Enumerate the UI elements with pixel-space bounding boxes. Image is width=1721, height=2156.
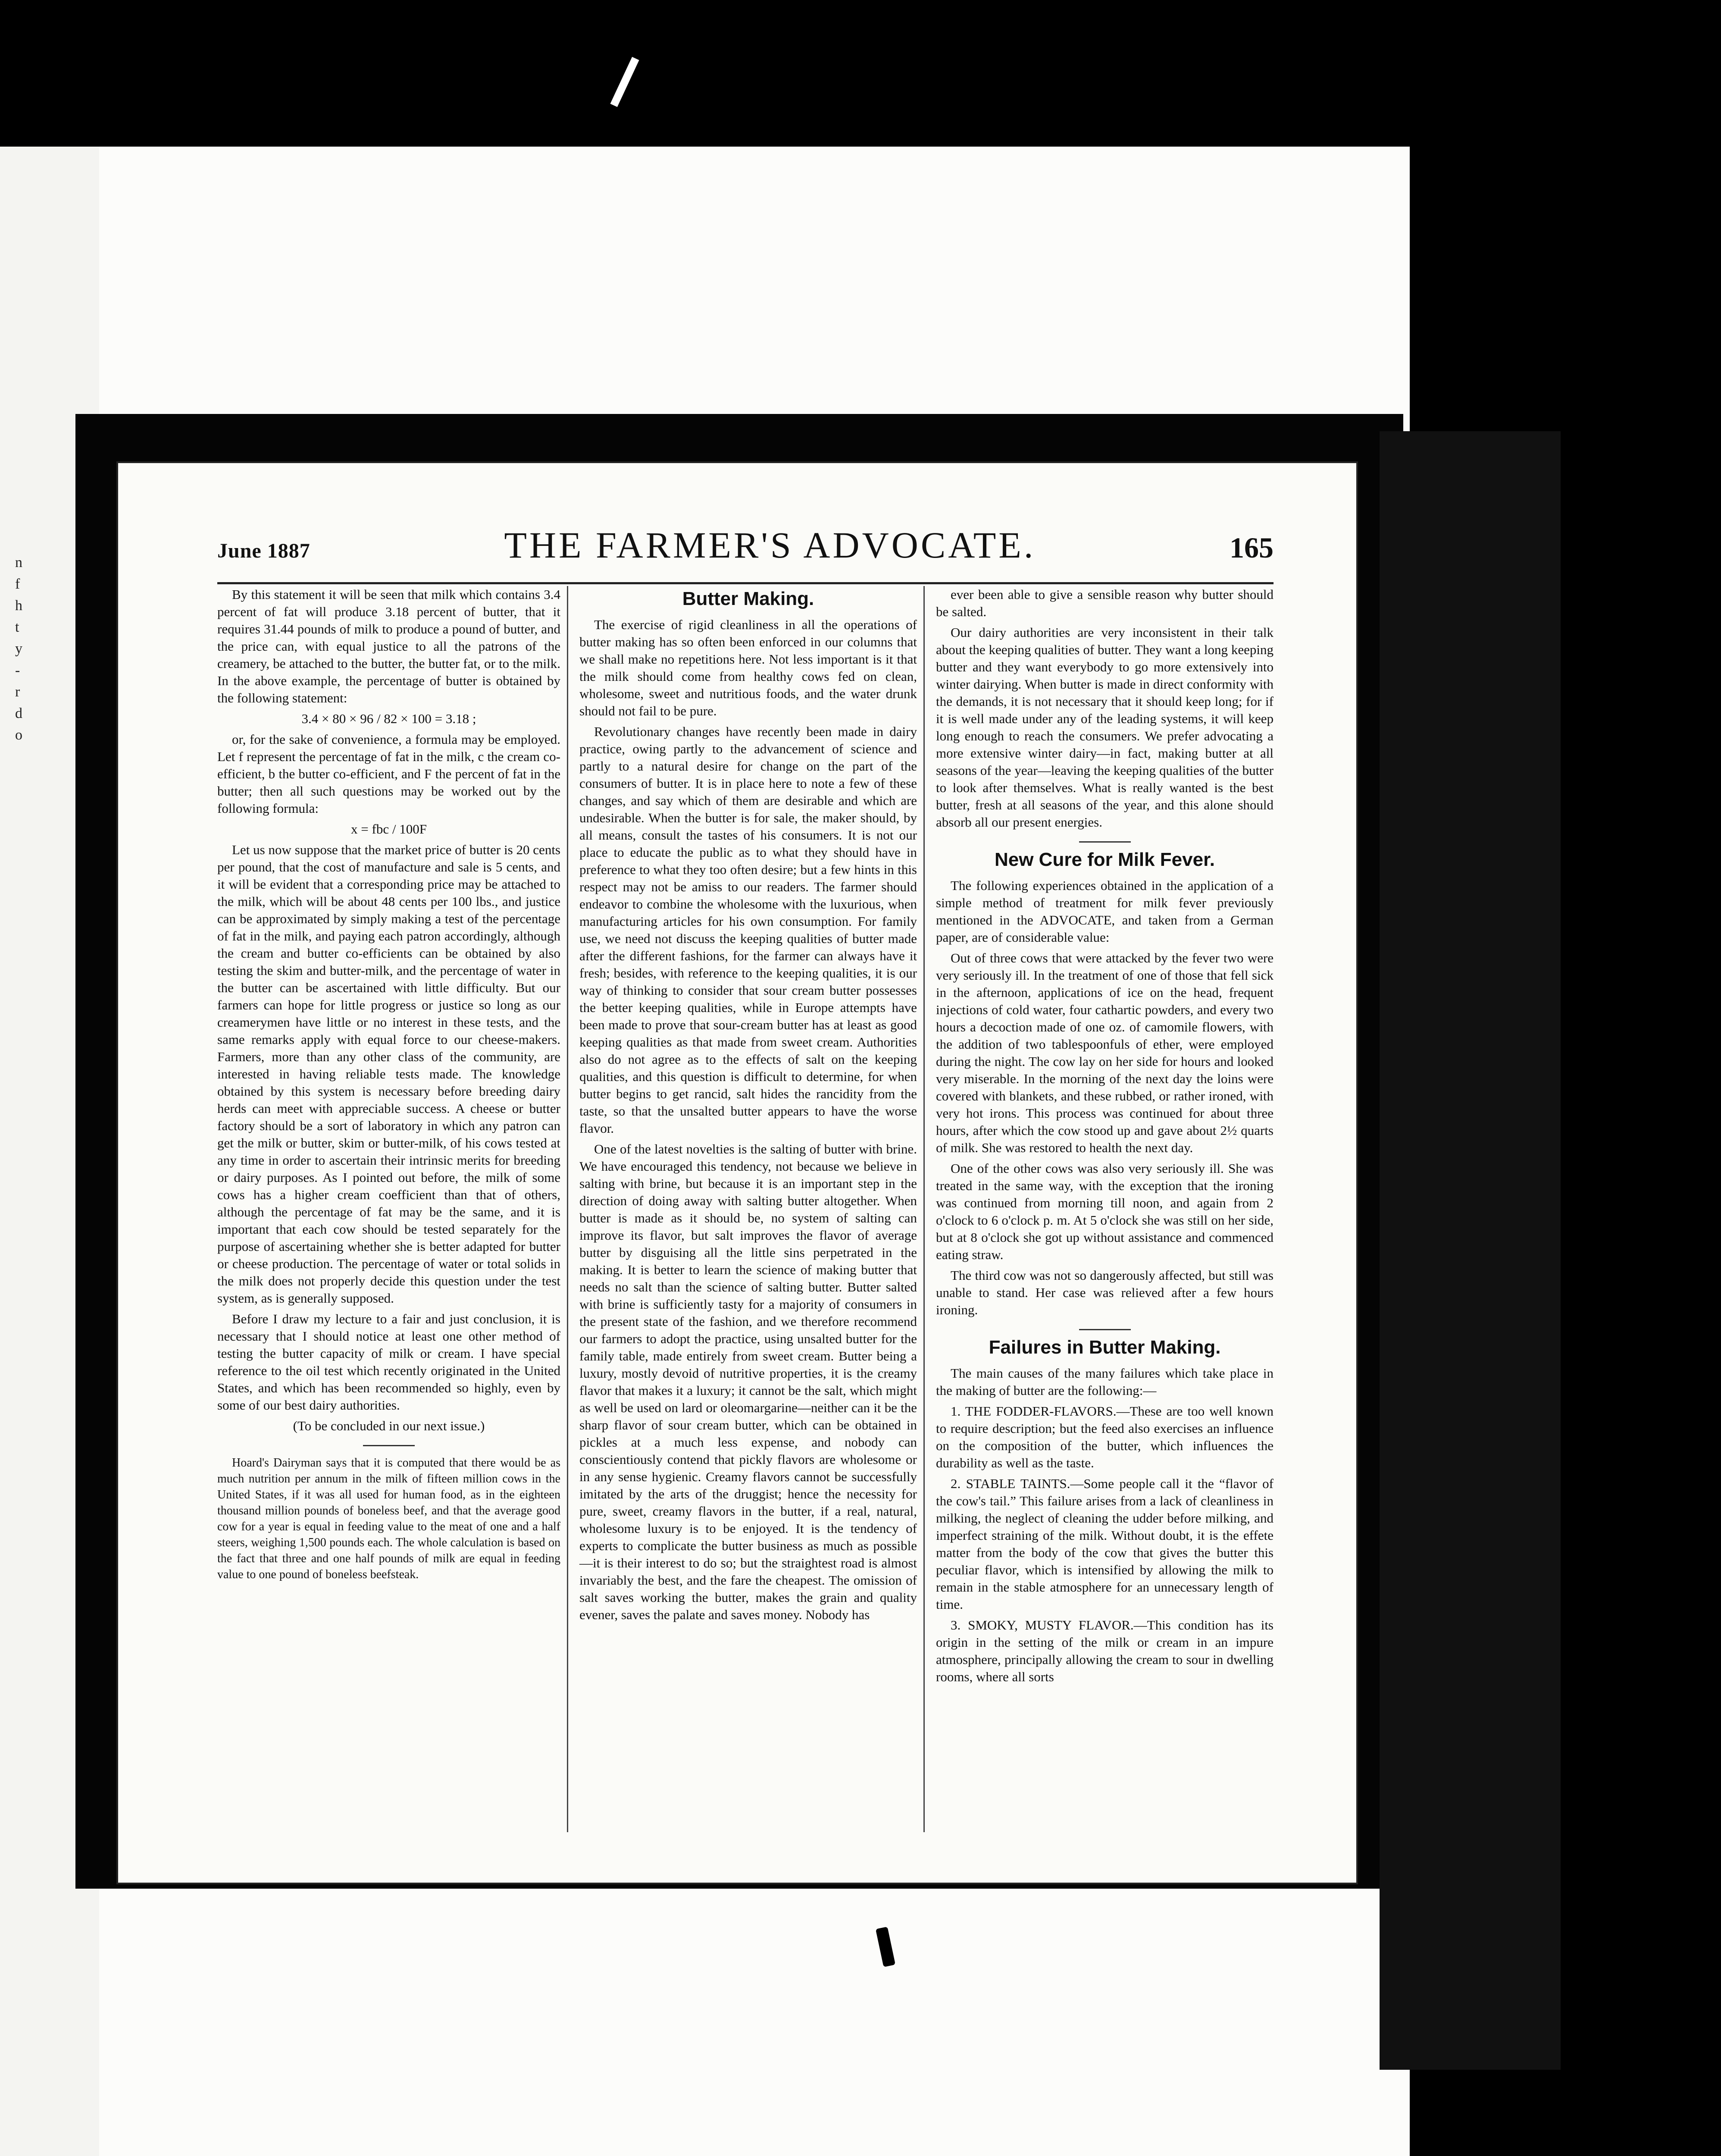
paragraph: By this statement it will be seen that milk which contains 3.4 percent of fat will produce 3.18 percent of butter, that it requires 31.44 pounds of milk to produce a pound of butter, and the price can, with equal justice to all the patrons of the creamery, be attached to the butter, the butter fat, or to the milk. In the above example, the percentage of butter is obtained by the following statement: bbox=[217, 587, 560, 705]
left-margin-fragments: n f h t y - r d o bbox=[15, 555, 22, 743]
paragraph: Out of three cows that were attacked by the fever two were very seriously ill. In the treatment of one of those that fell sick in the afternoon, applications of ice on the head, frequent injections of cold water, four cathartic powders, and every two hours a decoction made of one oz. of camomile flowers, with the addition of two tablespoonfuls of ether, were employed during the night. The cow lay on her side for hours and looked very miserable. In the morning of the next day the loins were covered with blankets, and these rubbed, or rather ironed, with very hot irons. This process was continued for about three hours, after which the cow stood up and gave about 2½ quarts of milk. She was restored to health the next day. bbox=[936, 950, 1274, 1155]
paragraph: or, for the sake of convenience, a formula may be employed. Let f represent the percentage of fat in the milk, c the cream co-efficient, b the butter co-efficient, and F the percent of fat in the butter; then all such questions may be worked out by the following formula: bbox=[217, 732, 560, 816]
article-title: Butter Making. bbox=[682, 588, 814, 609]
column-1 bbox=[217, 586, 560, 1832]
paragraph: One of the other cows was also very seriously ill. She was treated in the same way, with the exception that the ironing was continued from morning till noon, and again from 2 o'clock to 6 o'clock p. m. At 5 o'clock she was still on her side, but at 8 o'clock she got up without assistance and commenced eating straw. bbox=[936, 1161, 1274, 1262]
paragraph: Let us now suppose that the market price of butter is 20 cents per pound, that the cost of manufacture and sale is 5 cents, and it will be evident that a corresponding price may be attached to the milk, which will be about 48 cents per 100 lbs., and justice can be approximated by simply making a test of the percentage of fat in the milk, and paying each patron accordingly, although the cream and butter co-efficients can be obtained by also testing the skim and butter-milk, and the percentage of water in the butter can be ascertained with little difficulty. But our farmers can hope for little progress or justice so long as our creamerymen have little or no interest in these tests, and the same remarks apply with equal force to our cheese-makers. Farmers, more than any other class of the community, are interested in having reliable tests made. The knowledge obtained by this system is necessary before breeding dairy herds can meet with appreciable success. A cheese or butter factory should be a sort of laboratory in which any patron can get the milk or butter, skim or butter-milk, of his cows tested at any time in order to ascertain their intrinsic merits for breeding or dairy purposes. As I pointed out before, the milk of some cows has a higher cream coefficient than that of others, although the percentage of fat may be the same, and it is important that each cow should be tested separately for the purpose of ascertaining whether she is better adapted for butter or cheese production. The percentage of water or total solids in the milk does not properly decide this question under the test system, as is generally supposed. bbox=[217, 842, 560, 1306]
divider bbox=[1079, 841, 1131, 843]
paragraph: The exercise of rigid cleanliness in all the operations of butter making has so often been enforced in our columns that we shall make no repetitions here. Not less important is it that the milk should come from healthy cows fed on clean, wholesome, sweet and nutritious foods, and the water drunk should not fail to be pure. bbox=[579, 617, 917, 718]
paragraph: Revolutionary changes have recently been made in dairy practice, owing partly to the advancement of science and partly to a natural desire for change on the part of the consumers of butter. It is in place here to note a few of these changes, and say which of them are desirable and which are undesirable. When the butter is for sale, the maker should, by all means, consult the tastes of his consumers. It is not our place to educate the public as to what they should have in preference to what they too often desire; but a few hints in this respect may not be amiss to our readers. The farmer should endeavor to combine the wholesome with the luxurious, when manufacturing articles for his own consumption. For family use, we need not discuss the keeping qualities of butter made after the different fashions, for the farmer can always have it fresh; besides, with reference to the keeping qualities, it is our way of thinking to consider that sour cream butter possesses the better keeping qualities, while in Europe attempts have been made to prove that sour-cream butter has at least as good keeping qualities as that made from sweet cream. Authorities also do not agree as to the effects of salt on the keeping qualities, and this question is difficult to determine, for when butter begins to get rancid, salt hides the rancidity from the taste, so that the unsalted butter appears to have the worse flavor. bbox=[579, 724, 917, 1136]
paragraph: ever been able to give a sensible reason why butter should be salted. bbox=[936, 587, 1274, 619]
scan-mark bbox=[610, 57, 639, 107]
page-number: 165 bbox=[1230, 531, 1274, 564]
paragraph: Hoard's Dairyman says that it is computed that there would be as much nutrition per annum in the milk of fifteen million cows in the United States, if it was all used for human food, as in the eighteen thousand million pounds of boneless beef, and that the average good cow for a year is equal in feeding value to the meat of one and a half steers, weighing 1,500 pounds each. The whole calculation is based on the fact that three and one half pounds of milk are equal in feeding value to one pound of boneless beefsteak. bbox=[217, 1456, 560, 1581]
right-page-stack bbox=[1380, 431, 1561, 2070]
paragraph: 3. SMOKY, MUSTY FLAVOR.—This condition has its origin in the setting of the milk or cream in an impure atmosphere, principally allowing the cream to sour in dwelling rooms, where all sorts bbox=[936, 1617, 1274, 1684]
paragraph: The following experiences obtained in the application of a simple method of treatment for milk fever previously mentioned in the ADVOCATE, and taken from a German paper, are of considerable value: bbox=[936, 878, 1274, 945]
formula-1: 3.4 × 80 × 96 / 82 × 100 = 3.18 ; bbox=[301, 711, 476, 726]
column-2 bbox=[567, 586, 917, 1832]
article-title: Failures in Butter Making. bbox=[989, 1337, 1221, 1358]
divider bbox=[363, 1445, 415, 1446]
page-header bbox=[217, 523, 1274, 584]
paragraph: The main causes of the many failures which take place in the making of butter are the following:— bbox=[936, 1366, 1274, 1398]
paragraph: One of the latest novelties is the salting of butter with brine. We have encouraged this tendency, not because we believe in salting with brine, but because it is an important step in the direction of doing away with salting butter altogether. When butter is made as it should be, no system of salting can improve its flavor, but salt improves the flavor of average butter by disguising all the little sins perpetrated in the making. It is better to learn the science of making butter that needs no salt than the science of salting butter. Butter salted with brine is sufficiently tasty for a majority of consumers in the present state of the fashion, and we therefore recommend our farmers to adopt the practice, using unsalted butter for the family table, made entirely from sweet cream. Butter being a luxury, mostly devoid of nutritive properties, it is the creamy flavor that makes it a luxury; it cannot be the salt, which might as well be used on lard or oleomargarine—neither can it be the sharp flavor of sour cream butter, which can be obtained in pickles at a much less expense, and nobody can conscientiously contend that pickly flavors are wholesome or in any sense hygienic. Creamy flavors cannot be successfully imitated by the arts of the druggist; hence the necessity for pure, sweet, creamy flavors in the butter, if a real, natural, wholesome luxury is to be enjoyed. It is the tendency of experts to complicate the butter business as much as possible—it is their interest to do so; but the straightest road is almost invariably the best, and the fare the cheapest. The omission of salt saves working the butter, makes the grain and quality evener, saves the palate and saves money. Nobody has bbox=[579, 1141, 917, 1622]
paragraph: 1. THE FODDER-FLAVORS.—These are too well known to require description; but the feed also exercises an influence on the composition of the butter, which influences the durability as well as the taste. bbox=[936, 1404, 1274, 1470]
paragraph: The third cow was not so dangerously affected, but still was unable to stand. Her case was relieved after a few hours ironing. bbox=[936, 1268, 1274, 1317]
divider bbox=[1079, 1329, 1131, 1330]
article-columns bbox=[217, 586, 1274, 1832]
paragraph: 2. STABLE TAINTS.—Some people call it the “flavor of the cow's tail.” This failure arises from a lack of cleanliness in milking, the neglect of cleaning the udder before milking, and imperfect straining of the milk. Without doubt, it is the effete matter from the body of the cow that gives the butter this peculiar flavor, which is intensified by allowing the milk to remain in the stable atmosphere for an unnecessary length of time. bbox=[936, 1476, 1274, 1612]
paragraph: Our dairy authorities are very inconsistent in their talk about the keeping qualities of butter. They want a long keeping butter and they want everybody to go more extensively into winter dairying. When butter is made in direct conformity with the demands, it is not necessary that it should keep long; for if it is well made under any of the leading systems, it will keep long enough to reach the consumers. We prefer advocating a more extensive winter dairy—in fact, making butter at all seasons of the year—leaving the keeping qualities of the butter to look after themselves. What is really wanted is the best butter, fresh at all seasons of the year, and this alone should absorb all our present energies. bbox=[936, 625, 1274, 830]
masthead: THE FARMER'S ADVOCATE. bbox=[504, 524, 1036, 566]
continued-note: (To be concluded in our next issue.) bbox=[293, 1418, 485, 1433]
formula-2: x = fbc / 100F bbox=[351, 821, 427, 837]
article-title: New Cure for Milk Fever. bbox=[994, 849, 1215, 870]
issue-date: June 1887 bbox=[217, 539, 310, 562]
paragraph: Before I draw my lecture to a fair and just conclusion, it is necessary that I should notice at least one other method of testing the butter capacity of milk or cream. I have special reference to the oil test which recently originated in the United States, and which has been recommended so highly, even by some of our best dairy authorities. bbox=[217, 1311, 560, 1413]
column-3 bbox=[923, 586, 1274, 1832]
newspaper-page bbox=[116, 461, 1358, 1884]
